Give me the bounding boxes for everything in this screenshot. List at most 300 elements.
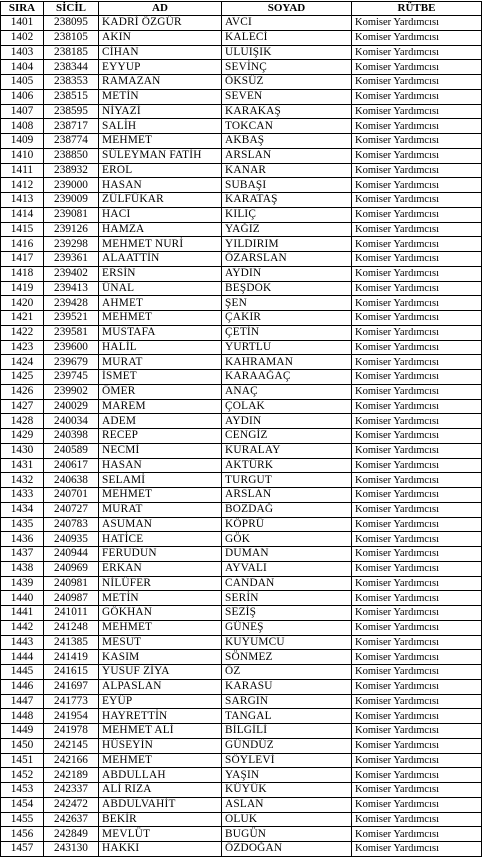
cell-sicil: 239081 bbox=[44, 207, 99, 222]
table-row bbox=[1, 134, 482, 149]
cell-ad: MAREM bbox=[99, 399, 222, 414]
table-row bbox=[1, 488, 482, 503]
table-row bbox=[1, 547, 482, 562]
cell-sicil: 240987 bbox=[44, 591, 99, 606]
cell-sicil: 241385 bbox=[44, 635, 99, 650]
cell-rutbe: Komiser Yardımcısı bbox=[352, 517, 482, 532]
cell-sicil: 238353 bbox=[44, 75, 99, 90]
table-row bbox=[1, 222, 482, 237]
table-row bbox=[1, 561, 482, 576]
cell-rutbe: Komiser Yardımcısı bbox=[352, 237, 482, 252]
table-row bbox=[1, 576, 482, 591]
cell-soyad: BİLGİLİ bbox=[222, 724, 352, 739]
cell-soyad: ANAÇ bbox=[222, 384, 352, 399]
table-row bbox=[1, 89, 482, 104]
cell-soyad: GÜNDÜZ bbox=[222, 738, 352, 753]
cell-soyad: KARAAĞAÇ bbox=[222, 370, 352, 385]
cell-sicil: 240638 bbox=[44, 473, 99, 488]
cell-sicil: 238095 bbox=[44, 16, 99, 31]
cell-sicil: 242472 bbox=[44, 797, 99, 812]
cell-sira: 1437 bbox=[1, 547, 44, 562]
cell-sicil: 239009 bbox=[44, 193, 99, 208]
cell-sira: 1433 bbox=[1, 488, 44, 503]
cell-soyad: AKTÜRK bbox=[222, 458, 352, 473]
cell-sicil: 238515 bbox=[44, 89, 99, 104]
cell-sira: 1429 bbox=[1, 429, 44, 444]
cell-ad: ADEM bbox=[99, 414, 222, 429]
table-row bbox=[1, 399, 482, 414]
cell-ad: EYÜP bbox=[99, 694, 222, 709]
cell-sira: 1423 bbox=[1, 340, 44, 355]
cell-ad: HÜSEYİN bbox=[99, 738, 222, 753]
cell-soyad: KARASU bbox=[222, 679, 352, 694]
cell-soyad: KARATAŞ bbox=[222, 193, 352, 208]
cell-rutbe: Komiser Yardımcısı bbox=[352, 635, 482, 650]
cell-ad: ERKAN bbox=[99, 561, 222, 576]
cell-sicil: 238774 bbox=[44, 134, 99, 149]
table-row bbox=[1, 532, 482, 547]
cell-ad: KASIM bbox=[99, 650, 222, 665]
cell-sira: 1441 bbox=[1, 606, 44, 621]
cell-sira: 1440 bbox=[1, 591, 44, 606]
cell-sira: 1428 bbox=[1, 414, 44, 429]
cell-soyad: AKBAŞ bbox=[222, 134, 352, 149]
cell-sira: 1422 bbox=[1, 325, 44, 340]
table-header-row bbox=[1, 2, 482, 16]
cell-rutbe: Komiser Yardımcısı bbox=[352, 532, 482, 547]
cell-ad: KADRİ ÖZGÜR bbox=[99, 16, 222, 31]
cell-sicil: 240783 bbox=[44, 517, 99, 532]
cell-rutbe: Komiser Yardımcısı bbox=[352, 266, 482, 281]
cell-rutbe: Komiser Yardımcısı bbox=[352, 207, 482, 222]
table-body bbox=[1, 16, 482, 857]
cell-rutbe: Komiser Yardımcısı bbox=[352, 370, 482, 385]
cell-sira: 1411 bbox=[1, 163, 44, 178]
cell-ad: ALPASLAN bbox=[99, 679, 222, 694]
cell-sicil: 240617 bbox=[44, 458, 99, 473]
cell-sira: 1413 bbox=[1, 193, 44, 208]
cell-sira: 1420 bbox=[1, 296, 44, 311]
cell-rutbe: Komiser Yardımcısı bbox=[352, 311, 482, 326]
cell-rutbe: Komiser Yardımcısı bbox=[352, 827, 482, 842]
cell-soyad: ÇAKIR bbox=[222, 311, 352, 326]
cell-soyad: SARGIN bbox=[222, 694, 352, 709]
cell-soyad: SEZİŞ bbox=[222, 606, 352, 621]
cell-rutbe: Komiser Yardımcısı bbox=[352, 606, 482, 621]
cell-rutbe: Komiser Yardımcısı bbox=[352, 783, 482, 798]
cell-sicil: 239361 bbox=[44, 252, 99, 267]
cell-sira: 1410 bbox=[1, 148, 44, 163]
table-row bbox=[1, 443, 482, 458]
cell-soyad: SEVİNÇ bbox=[222, 60, 352, 75]
cell-soyad: BUGÜN bbox=[222, 827, 352, 842]
cell-rutbe: Komiser Yardımcısı bbox=[352, 104, 482, 119]
cell-ad: METİN bbox=[99, 89, 222, 104]
table-row bbox=[1, 281, 482, 296]
cell-sira: 1403 bbox=[1, 45, 44, 60]
cell-soyad: TOKCAN bbox=[222, 119, 352, 134]
cell-ad: RECEP bbox=[99, 429, 222, 444]
cell-soyad: SÖNMEZ bbox=[222, 650, 352, 665]
cell-ad: ALİ RIZA bbox=[99, 783, 222, 798]
cell-ad: BEKİR bbox=[99, 812, 222, 827]
cell-rutbe: Komiser Yardımcısı bbox=[352, 222, 482, 237]
table-row bbox=[1, 45, 482, 60]
cell-soyad: BOZDAĞ bbox=[222, 502, 352, 517]
cell-sicil: 242145 bbox=[44, 738, 99, 753]
cell-soyad: TURGUT bbox=[222, 473, 352, 488]
cell-sira: 1436 bbox=[1, 532, 44, 547]
table-row bbox=[1, 768, 482, 783]
cell-ad: ZÜLFÜKAR bbox=[99, 193, 222, 208]
cell-soyad: GÜNEŞ bbox=[222, 620, 352, 635]
cell-ad: HASAN bbox=[99, 458, 222, 473]
cell-soyad: KÜYÜK bbox=[222, 783, 352, 798]
cell-ad: HATİCE bbox=[99, 532, 222, 547]
cell-sicil: 240589 bbox=[44, 443, 99, 458]
cell-ad: MURAT bbox=[99, 502, 222, 517]
cell-soyad: CENGİZ bbox=[222, 429, 352, 444]
cell-sira: 1434 bbox=[1, 502, 44, 517]
table-row bbox=[1, 340, 482, 355]
cell-ad: NECMİ bbox=[99, 443, 222, 458]
cell-sira: 1416 bbox=[1, 237, 44, 252]
table-row bbox=[1, 738, 482, 753]
cell-soyad: GÖK bbox=[222, 532, 352, 547]
cell-ad: MEHMET bbox=[99, 488, 222, 503]
cell-ad: ERSİN bbox=[99, 266, 222, 281]
cell-rutbe: Komiser Yardımcısı bbox=[352, 148, 482, 163]
cell-sicil: 238185 bbox=[44, 45, 99, 60]
cell-ad: YUSUF ZİYA bbox=[99, 665, 222, 680]
table-row bbox=[1, 709, 482, 724]
cell-rutbe: Komiser Yardımcısı bbox=[352, 502, 482, 517]
cell-sira: 1407 bbox=[1, 104, 44, 119]
table-row bbox=[1, 252, 482, 267]
cell-rutbe: Komiser Yardımcısı bbox=[352, 252, 482, 267]
cell-rutbe: Komiser Yardımcısı bbox=[352, 665, 482, 680]
cell-sira: 1455 bbox=[1, 812, 44, 827]
cell-rutbe: Komiser Yardımcısı bbox=[352, 561, 482, 576]
cell-soyad: ÖZDOĞAN bbox=[222, 842, 352, 857]
cell-ad: HALİL bbox=[99, 340, 222, 355]
cell-sicil: 241011 bbox=[44, 606, 99, 621]
table-row bbox=[1, 193, 482, 208]
cell-sira: 1409 bbox=[1, 134, 44, 149]
cell-sicil: 241954 bbox=[44, 709, 99, 724]
cell-sicil: 238595 bbox=[44, 104, 99, 119]
cell-sira: 1447 bbox=[1, 694, 44, 709]
table-row bbox=[1, 606, 482, 621]
cell-soyad: YILDIRIM bbox=[222, 237, 352, 252]
cell-rutbe: Komiser Yardımcısı bbox=[352, 458, 482, 473]
cell-soyad: SUBAŞI bbox=[222, 178, 352, 193]
table-row bbox=[1, 827, 482, 842]
cell-soyad: SERİN bbox=[222, 591, 352, 606]
cell-sira: 1406 bbox=[1, 89, 44, 104]
personnel-table bbox=[0, 1, 482, 857]
table-row bbox=[1, 783, 482, 798]
cell-ad: HAMZA bbox=[99, 222, 222, 237]
cell-rutbe: Komiser Yardımcısı bbox=[352, 488, 482, 503]
cell-rutbe: Komiser Yardımcısı bbox=[352, 694, 482, 709]
cell-ad: SELAMİ bbox=[99, 473, 222, 488]
cell-rutbe: Komiser Yardımcısı bbox=[352, 842, 482, 857]
cell-rutbe: Komiser Yardımcısı bbox=[352, 60, 482, 75]
cell-rutbe: Komiser Yardımcısı bbox=[352, 443, 482, 458]
cell-sira: 1404 bbox=[1, 60, 44, 75]
cell-sicil: 240034 bbox=[44, 414, 99, 429]
cell-soyad: KARAKAŞ bbox=[222, 104, 352, 119]
table-row bbox=[1, 797, 482, 812]
table-row bbox=[1, 591, 482, 606]
cell-rutbe: Komiser Yardımcısı bbox=[352, 414, 482, 429]
cell-rutbe: Komiser Yardımcısı bbox=[352, 547, 482, 562]
cell-rutbe: Komiser Yardımcısı bbox=[352, 429, 482, 444]
cell-sicil: 240701 bbox=[44, 488, 99, 503]
cell-sira: 1435 bbox=[1, 517, 44, 532]
cell-sira: 1449 bbox=[1, 724, 44, 739]
cell-sicil: 239126 bbox=[44, 222, 99, 237]
cell-rutbe: Komiser Yardımcısı bbox=[352, 119, 482, 134]
cell-soyad: ÖKSÜZ bbox=[222, 75, 352, 90]
cell-ad: NİYAZİ bbox=[99, 104, 222, 119]
table-row bbox=[1, 429, 482, 444]
cell-ad: HASAN bbox=[99, 178, 222, 193]
cell-rutbe: Komiser Yardımcısı bbox=[352, 576, 482, 591]
cell-sicil: 239428 bbox=[44, 296, 99, 311]
cell-sicil: 240398 bbox=[44, 429, 99, 444]
cell-sira: 1453 bbox=[1, 783, 44, 798]
cell-sicil: 241615 bbox=[44, 665, 99, 680]
cell-sira: 1432 bbox=[1, 473, 44, 488]
cell-soyad: AYDIN bbox=[222, 414, 352, 429]
table-row bbox=[1, 296, 482, 311]
cell-sira: 1405 bbox=[1, 75, 44, 90]
cell-sira: 1412 bbox=[1, 178, 44, 193]
cell-sira: 1419 bbox=[1, 281, 44, 296]
cell-soyad: ÇETİN bbox=[222, 325, 352, 340]
cell-sicil: 239402 bbox=[44, 266, 99, 281]
cell-soyad: AYDIN bbox=[222, 266, 352, 281]
cell-soyad: YAŞIN bbox=[222, 768, 352, 783]
cell-ad: MEHMET bbox=[99, 753, 222, 768]
table-row bbox=[1, 16, 482, 31]
cell-sicil: 242849 bbox=[44, 827, 99, 842]
table-row bbox=[1, 812, 482, 827]
header-sicil: SİCİL bbox=[44, 2, 99, 16]
cell-sicil: 239581 bbox=[44, 325, 99, 340]
table-row bbox=[1, 665, 482, 680]
table-row bbox=[1, 694, 482, 709]
cell-sicil: 240944 bbox=[44, 547, 99, 562]
cell-sicil: 240935 bbox=[44, 532, 99, 547]
cell-sira: 1448 bbox=[1, 709, 44, 724]
cell-rutbe: Komiser Yardımcısı bbox=[352, 163, 482, 178]
cell-sicil: 242637 bbox=[44, 812, 99, 827]
cell-ad: CİHAN bbox=[99, 45, 222, 60]
cell-sira: 1457 bbox=[1, 842, 44, 857]
cell-ad: AHMET bbox=[99, 296, 222, 311]
table-row bbox=[1, 502, 482, 517]
cell-soyad: ASLAN bbox=[222, 797, 352, 812]
cell-soyad: SEVEN bbox=[222, 89, 352, 104]
cell-soyad: ÖZ bbox=[222, 665, 352, 680]
cell-rutbe: Komiser Yardımcısı bbox=[352, 75, 482, 90]
cell-ad: EROL bbox=[99, 163, 222, 178]
cell-ad: HAYRETTİN bbox=[99, 709, 222, 724]
cell-sicil: 241978 bbox=[44, 724, 99, 739]
table-row bbox=[1, 650, 482, 665]
cell-soyad: KAHRAMAN bbox=[222, 355, 352, 370]
cell-sira: 1426 bbox=[1, 384, 44, 399]
cell-sira: 1414 bbox=[1, 207, 44, 222]
table-row bbox=[1, 237, 482, 252]
table-row bbox=[1, 384, 482, 399]
cell-soyad: SÖYLEVİ bbox=[222, 753, 352, 768]
cell-sicil: 240029 bbox=[44, 399, 99, 414]
cell-ad: FERUDUN bbox=[99, 547, 222, 562]
cell-sicil: 239600 bbox=[44, 340, 99, 355]
cell-sira: 1425 bbox=[1, 370, 44, 385]
header-ad: AD bbox=[99, 2, 222, 16]
cell-rutbe: Komiser Yardımcısı bbox=[352, 325, 482, 340]
cell-sira: 1454 bbox=[1, 797, 44, 812]
cell-ad: GÖKHAN bbox=[99, 606, 222, 621]
cell-ad: MEHMET NURİ bbox=[99, 237, 222, 252]
cell-sira: 1450 bbox=[1, 738, 44, 753]
cell-soyad: KALECİ bbox=[222, 30, 352, 45]
cell-ad: ABDULLAH bbox=[99, 768, 222, 783]
cell-rutbe: Komiser Yardımcısı bbox=[352, 178, 482, 193]
cell-sicil: 239902 bbox=[44, 384, 99, 399]
table-row bbox=[1, 178, 482, 193]
cell-rutbe: Komiser Yardımcısı bbox=[352, 620, 482, 635]
table-row bbox=[1, 753, 482, 768]
cell-sicil: 241248 bbox=[44, 620, 99, 635]
cell-sicil: 238105 bbox=[44, 30, 99, 45]
table-row bbox=[1, 207, 482, 222]
cell-sira: 1438 bbox=[1, 561, 44, 576]
cell-rutbe: Komiser Yardımcısı bbox=[352, 724, 482, 739]
cell-soyad: ARSLAN bbox=[222, 148, 352, 163]
cell-ad: MEVLÜT bbox=[99, 827, 222, 842]
table-row bbox=[1, 679, 482, 694]
cell-soyad: KÖPRÜ bbox=[222, 517, 352, 532]
cell-soyad: CANDAN bbox=[222, 576, 352, 591]
cell-sira: 1421 bbox=[1, 311, 44, 326]
cell-rutbe: Komiser Yardımcısı bbox=[352, 134, 482, 149]
table-row bbox=[1, 325, 482, 340]
cell-ad: ÜNAL bbox=[99, 281, 222, 296]
cell-soyad: AYVALI bbox=[222, 561, 352, 576]
cell-sicil: 240981 bbox=[44, 576, 99, 591]
cell-ad: MEHMET bbox=[99, 134, 222, 149]
cell-rutbe: Komiser Yardımcısı bbox=[352, 650, 482, 665]
cell-rutbe: Komiser Yardımcısı bbox=[352, 679, 482, 694]
cell-sira: 1456 bbox=[1, 827, 44, 842]
cell-sira: 1424 bbox=[1, 355, 44, 370]
cell-soyad: ULUIŞIK bbox=[222, 45, 352, 60]
cell-sicil: 240969 bbox=[44, 561, 99, 576]
table-row bbox=[1, 370, 482, 385]
cell-ad: HACI bbox=[99, 207, 222, 222]
header-sira: SIRA bbox=[1, 2, 44, 16]
cell-sicil: 243130 bbox=[44, 842, 99, 857]
cell-ad: SALİH bbox=[99, 119, 222, 134]
cell-sira: 1442 bbox=[1, 620, 44, 635]
cell-sira: 1417 bbox=[1, 252, 44, 267]
cell-soyad: ÇOLAK bbox=[222, 399, 352, 414]
cell-sicil: 239745 bbox=[44, 370, 99, 385]
cell-ad: İSMET bbox=[99, 370, 222, 385]
table-row bbox=[1, 724, 482, 739]
cell-ad: MEHMET ALİ bbox=[99, 724, 222, 739]
cell-soyad: KURALAY bbox=[222, 443, 352, 458]
cell-rutbe: Komiser Yardımcısı bbox=[352, 753, 482, 768]
cell-sicil: 241419 bbox=[44, 650, 99, 665]
cell-soyad: BEŞDOK bbox=[222, 281, 352, 296]
table-row bbox=[1, 266, 482, 281]
cell-rutbe: Komiser Yardımcısı bbox=[352, 16, 482, 31]
cell-ad: AKIN bbox=[99, 30, 222, 45]
table-row bbox=[1, 30, 482, 45]
cell-sicil: 241697 bbox=[44, 679, 99, 694]
cell-ad: EYYUP bbox=[99, 60, 222, 75]
cell-sira: 1446 bbox=[1, 679, 44, 694]
cell-ad: RAMAZAN bbox=[99, 75, 222, 90]
cell-sira: 1401 bbox=[1, 16, 44, 31]
cell-rutbe: Komiser Yardımcısı bbox=[352, 384, 482, 399]
cell-sicil: 242337 bbox=[44, 783, 99, 798]
cell-rutbe: Komiser Yardımcısı bbox=[352, 709, 482, 724]
cell-rutbe: Komiser Yardımcısı bbox=[352, 738, 482, 753]
cell-ad: MESUT bbox=[99, 635, 222, 650]
cell-sicil: 239679 bbox=[44, 355, 99, 370]
cell-sicil: 239298 bbox=[44, 237, 99, 252]
cell-ad: METİN bbox=[99, 591, 222, 606]
cell-soyad: ŞEN bbox=[222, 296, 352, 311]
cell-ad: MURAT bbox=[99, 355, 222, 370]
cell-soyad: KANAR bbox=[222, 163, 352, 178]
cell-soyad: ÖZARSLAN bbox=[222, 252, 352, 267]
header-rutbe: RÜTBE bbox=[352, 2, 482, 16]
cell-sira: 1452 bbox=[1, 768, 44, 783]
cell-sira: 1427 bbox=[1, 399, 44, 414]
cell-soyad: YAĞIZ bbox=[222, 222, 352, 237]
cell-sira: 1445 bbox=[1, 665, 44, 680]
cell-rutbe: Komiser Yardımcısı bbox=[352, 30, 482, 45]
cell-sicil: 238850 bbox=[44, 148, 99, 163]
cell-ad: MUSTAFA bbox=[99, 325, 222, 340]
table-row bbox=[1, 517, 482, 532]
cell-sira: 1408 bbox=[1, 119, 44, 134]
cell-sira: 1431 bbox=[1, 458, 44, 473]
cell-sira: 1444 bbox=[1, 650, 44, 665]
cell-rutbe: Komiser Yardımcısı bbox=[352, 473, 482, 488]
table-row bbox=[1, 311, 482, 326]
cell-ad: ALAATTİN bbox=[99, 252, 222, 267]
cell-sicil: 239521 bbox=[44, 311, 99, 326]
table-row bbox=[1, 842, 482, 857]
cell-soyad: KILIÇ bbox=[222, 207, 352, 222]
cell-ad: NİLÜFER bbox=[99, 576, 222, 591]
table-row bbox=[1, 414, 482, 429]
cell-rutbe: Komiser Yardımcısı bbox=[352, 591, 482, 606]
cell-sicil: 241773 bbox=[44, 694, 99, 709]
cell-soyad: DUMAN bbox=[222, 547, 352, 562]
cell-sicil: 242166 bbox=[44, 753, 99, 768]
